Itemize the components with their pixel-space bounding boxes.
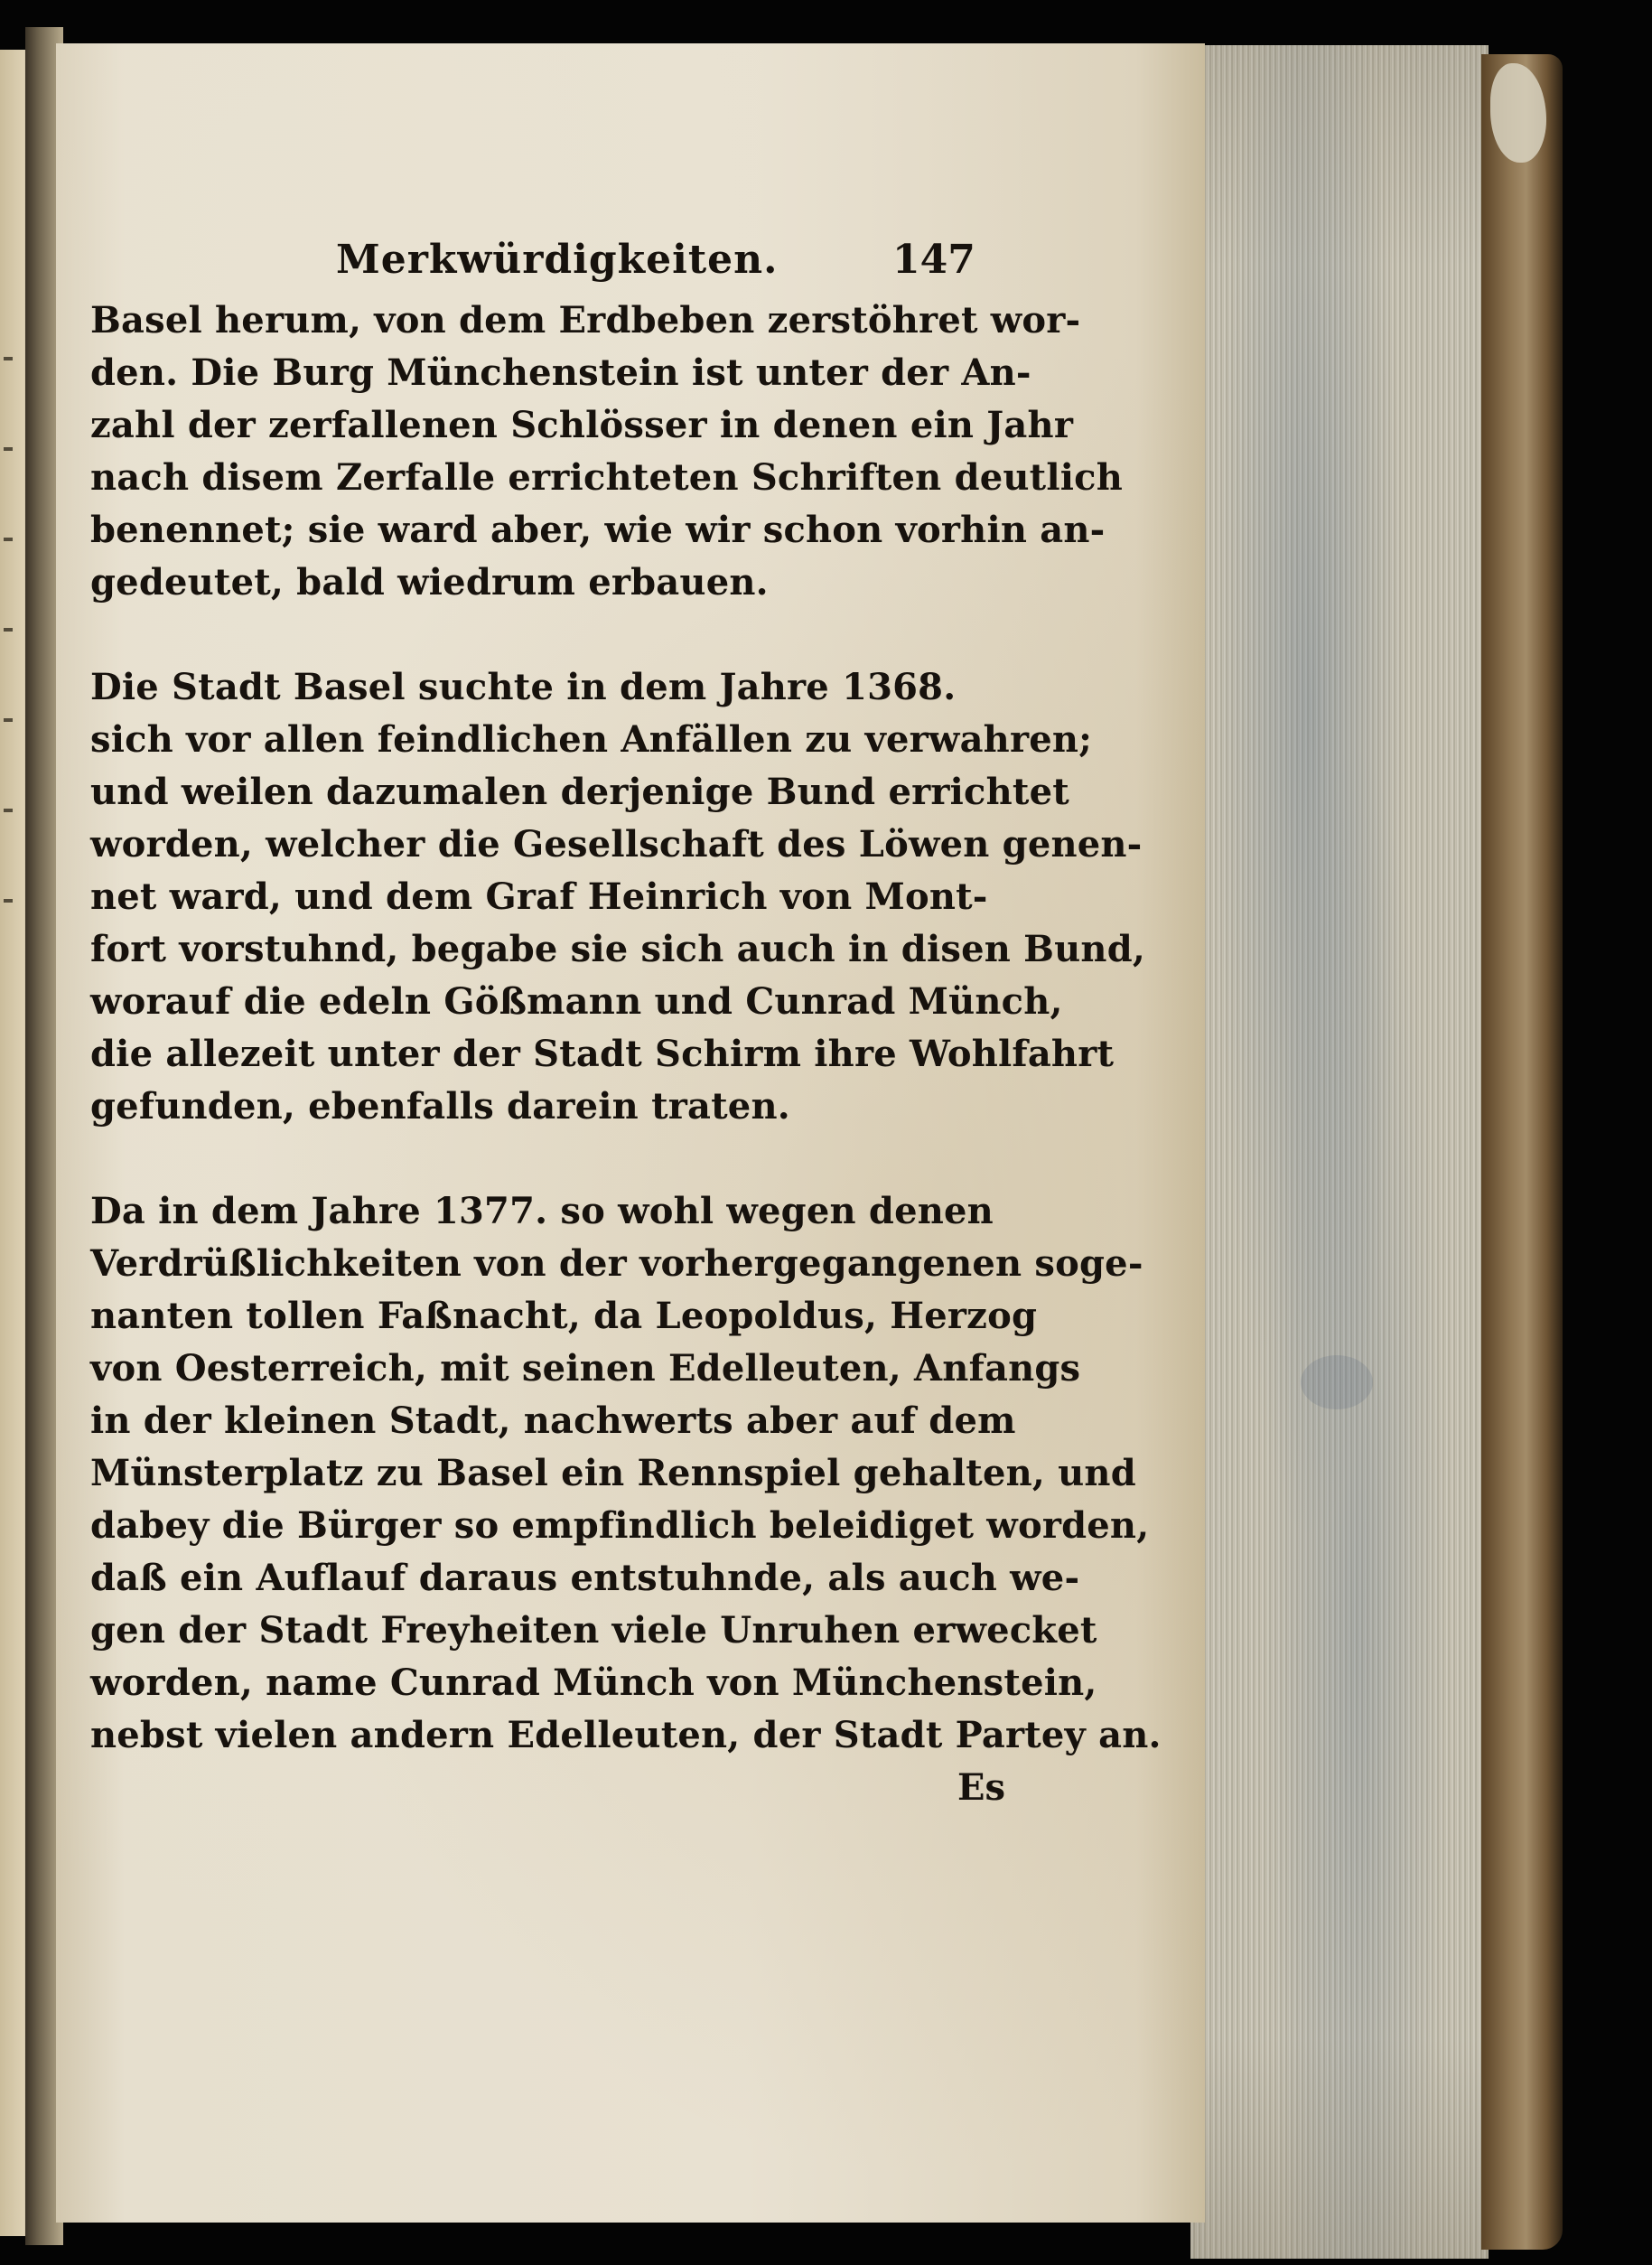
text-line: Basel herum, von dem Erdbeben zerstöhret wor-: [90, 299, 1081, 342]
text-line: Da in dem Jahre 1377. so wohl wegen denen: [90, 1190, 994, 1232]
paragraph-3: [90, 1185, 1162, 1762]
paragraph-2: [90, 661, 1146, 1133]
text-line: worauf die edeln Gößmann und Cunrad Münch,: [90, 980, 1063, 1023]
text-line: von Oesterreich, mit seinen Edelleuten, Anfangs: [90, 1347, 1081, 1390]
book-cover: [1481, 54, 1563, 2250]
text-line: Münsterplatz zu Basel ein Rennspiel gehalten, und: [90, 1452, 1136, 1494]
text-line: den. Die Burg Münchenstein ist unter der An-: [90, 351, 1031, 394]
text-line: nach disem Zerfalle errichteten Schriften deutlich: [90, 456, 1123, 499]
text-line: Verdrüßlichkeiten von der vorhergegangenen soge-: [90, 1242, 1143, 1285]
left-page-ink-marks: [4, 357, 23, 989]
text-line: gefunden, ebenfalls darein traten.: [90, 1085, 790, 1128]
text-line: worden, welcher die Gesellschaft des Löwen genen-: [90, 823, 1143, 866]
text-line: net ward, und dem Graf Heinrich von Mont-: [90, 875, 988, 918]
page-text-block: [90, 237, 1162, 1814]
text-line: gedeutet, bald wiedrum erbauen.: [90, 561, 769, 604]
page-number: 147: [892, 237, 975, 283]
page-fore-edge: [1190, 45, 1489, 2259]
text-line: nebst vielen andern Edelleuten, der Stadt Partey an.: [90, 1714, 1162, 1756]
text-line: worden, name Cunrad Münch von Münchenstein,: [90, 1661, 1097, 1704]
text-line: sich vor allen feindlichen Anfällen zu verwahren;: [90, 718, 1093, 761]
text-line: daß ein Auflauf daraus entstuhnde, als auch we-: [90, 1557, 1080, 1599]
edge-stain: [1301, 1355, 1373, 1409]
paragraph-1: [90, 295, 1123, 609]
text-line: und weilen dazumalen derjenige Bund errichtet: [90, 771, 1069, 813]
text-line: gen der Stadt Freyheiten viele Unruhen erwecket: [90, 1609, 1097, 1652]
page-header: [90, 237, 1012, 289]
catchword: Es: [957, 1766, 1006, 1809]
text-line: die allezeit unter der Stadt Schirm ihre Wohlfahrt: [90, 1033, 1115, 1075]
text-line: fort vorstuhnd, begabe sie sich auch in disen Bund,: [90, 928, 1146, 970]
catchword-line: [90, 1762, 1012, 1814]
text-line: nanten tollen Faßnacht, da Leopoldus, Herzog: [90, 1295, 1038, 1337]
text-line: benennet; sie ward aber, wie wir schon vorhin an-: [90, 509, 1106, 551]
text-line: Die Stadt Basel suchte in dem Jahre 1368.: [90, 666, 957, 708]
text-line: in der kleinen Stadt, nachwerts aber auf dem: [90, 1399, 1016, 1442]
running-title: Merkwürdigkeiten.: [336, 237, 779, 283]
text-line: dabey die Bürger so empfindlich beleidiget worden,: [90, 1504, 1150, 1547]
text-line: zahl der zerfallenen Schlösser in denen ein Jahr: [90, 404, 1074, 446]
